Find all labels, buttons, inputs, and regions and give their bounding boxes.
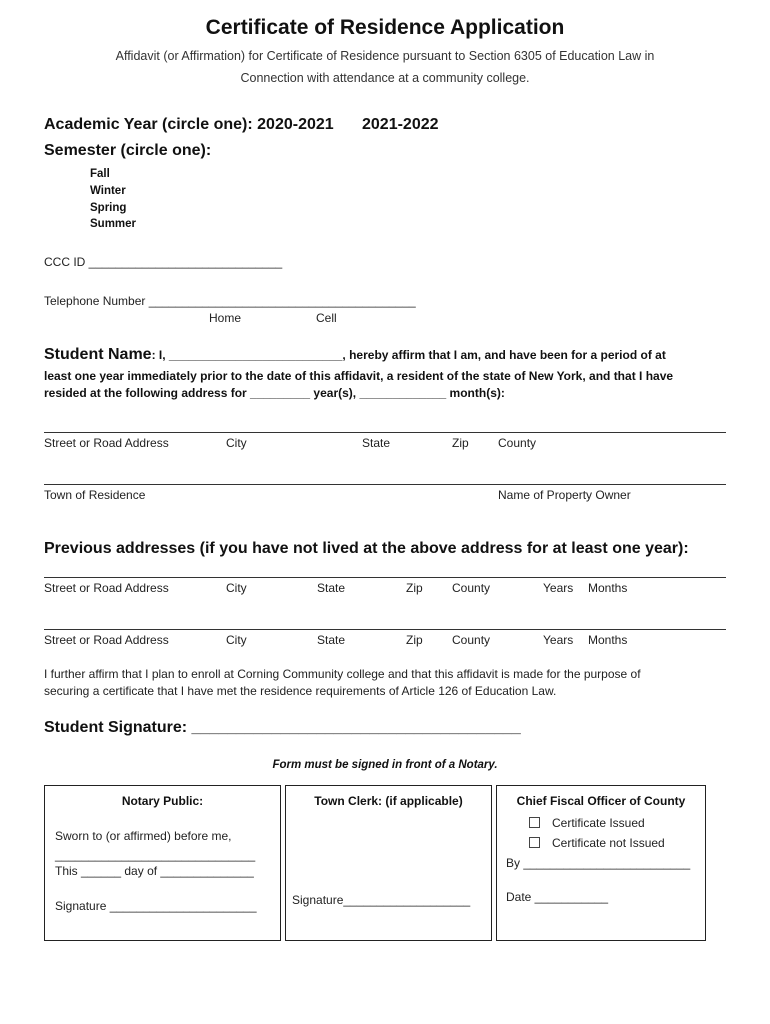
property-owner-label: Name of Property Owner <box>498 488 631 502</box>
academic-year-option-2[interactable]: 2021-2022 <box>362 116 439 133</box>
prev2-county-label: County <box>452 633 491 647</box>
student-name-line[interactable] <box>44 346 666 364</box>
previous-rule-2 <box>44 629 726 630</box>
certificate-not-issued-label: Certificate not Issued <box>552 836 665 850</box>
address-rule-1 <box>44 432 726 433</box>
academic-year-label[interactable]: Academic Year (circle one): 2020-2021 <box>44 116 334 133</box>
checkbox-issued-icon[interactable] <box>529 817 540 828</box>
student-signature-field[interactable]: Student Signature: _____________________________________ <box>44 719 521 736</box>
address-state-label: State <box>362 436 391 450</box>
notary-signature-field[interactable]: Signature ______________________ <box>55 899 257 913</box>
prev2-years-label: Years <box>543 633 574 647</box>
semester-label: Semester (circle one): <box>44 142 212 159</box>
town-of-residence-label: Town of Residence <box>44 488 146 502</box>
affirm-residence-line-2: least one year immediately prior to the date of this affidavit, a resident of the state of New York, and that I have <box>44 369 674 383</box>
prev1-state-label: State <box>317 581 346 595</box>
prev1-city-label: City <box>226 581 247 595</box>
prev2-months-label: Months <box>588 633 628 647</box>
ccc-id-field[interactable]: CCC ID _____________________________ <box>44 255 283 269</box>
semester-option-winter[interactable]: Winter <box>90 185 126 197</box>
previous-addresses-heading: Previous addresses (if you have not lived at the above address for at least one year): <box>44 540 689 557</box>
certificate-issued-option[interactable] <box>529 816 645 830</box>
town-clerk-box <box>285 785 492 941</box>
prev2-state-label: State <box>317 633 346 647</box>
notary-heading: Notary Public: <box>121 794 204 808</box>
previous-rule-1 <box>44 577 726 578</box>
affirm-residence-line-3[interactable]: resided at the following address for _________ year(s), _____________ month(s): <box>44 386 505 400</box>
fiscal-officer-box <box>496 785 706 941</box>
affirm-line-1: I further affirm that I plan to enroll at Corning Community college and that this affidavit is made for the purpose of <box>44 667 641 681</box>
prev1-county-label: County <box>452 581 491 595</box>
student-name-label: Student Name <box>44 346 152 363</box>
prev1-zip-label: Zip <box>406 581 423 595</box>
subtitle-line-1: Affidavit (or Affirmation) for Certificate of Residence pursuant to Section 6305 of Education Law in <box>115 49 655 63</box>
semester-option-fall[interactable]: Fall <box>90 168 110 180</box>
certificate-issued-label: Certificate Issued <box>552 816 645 830</box>
certificate-not-issued-option[interactable] <box>529 836 665 850</box>
prev1-months-label: Months <box>588 581 628 595</box>
town-clerk-signature-field[interactable]: Signature___________________ <box>292 893 471 907</box>
subtitle-line-2: Connection with attendance at a community college. <box>240 71 530 85</box>
prev2-street-label: Street or Road Address <box>44 633 169 647</box>
address-rule-2 <box>44 484 726 485</box>
prev2-city-label: City <box>226 633 247 647</box>
prev1-street-label: Street or Road Address <box>44 581 169 595</box>
semester-option-summer[interactable]: Summer <box>90 218 137 230</box>
prev2-zip-label: Zip <box>406 633 423 647</box>
notary-note: Form must be signed in front of a Notary. <box>272 759 498 771</box>
fiscal-officer-heading: Chief Fiscal Officer of County <box>516 794 686 808</box>
address-zip-label: Zip <box>452 436 469 450</box>
address-city-label: City <box>226 436 247 450</box>
address-street-label: Street or Road Address <box>44 436 169 450</box>
telephone-home-label: Home <box>209 311 242 325</box>
telephone-cell-label: Cell <box>316 311 337 325</box>
address-county-label: County <box>498 436 537 450</box>
prev1-years-label: Years <box>543 581 574 595</box>
notary-sworn-text: Sworn to (or affirmed) before me, <box>55 829 232 843</box>
checkbox-not-issued-icon[interactable] <box>529 837 540 848</box>
semester-option-spring[interactable]: Spring <box>90 202 127 214</box>
student-name-text: : I, __________________________, hereby affirm that I am, and have been for a period of at <box>151 348 666 362</box>
town-clerk-heading: Town Clerk: (if applicable) <box>314 794 463 808</box>
notary-public-box <box>44 785 281 941</box>
affirm-line-2: securing a certificate that I have met the residence requirements of Article 126 of Education Law. <box>44 684 557 698</box>
page-title: Certificate of Residence Application <box>205 16 565 39</box>
fiscal-by-field[interactable]: By _________________________ <box>506 856 691 870</box>
notary-blank-line[interactable]: ______________________________ <box>55 848 256 862</box>
telephone-field[interactable]: Telephone Number ________________________________________ <box>44 294 416 308</box>
fiscal-date-field[interactable]: Date ___________ <box>506 890 609 904</box>
notary-day-field[interactable]: This ______ day of ______________ <box>55 864 254 878</box>
